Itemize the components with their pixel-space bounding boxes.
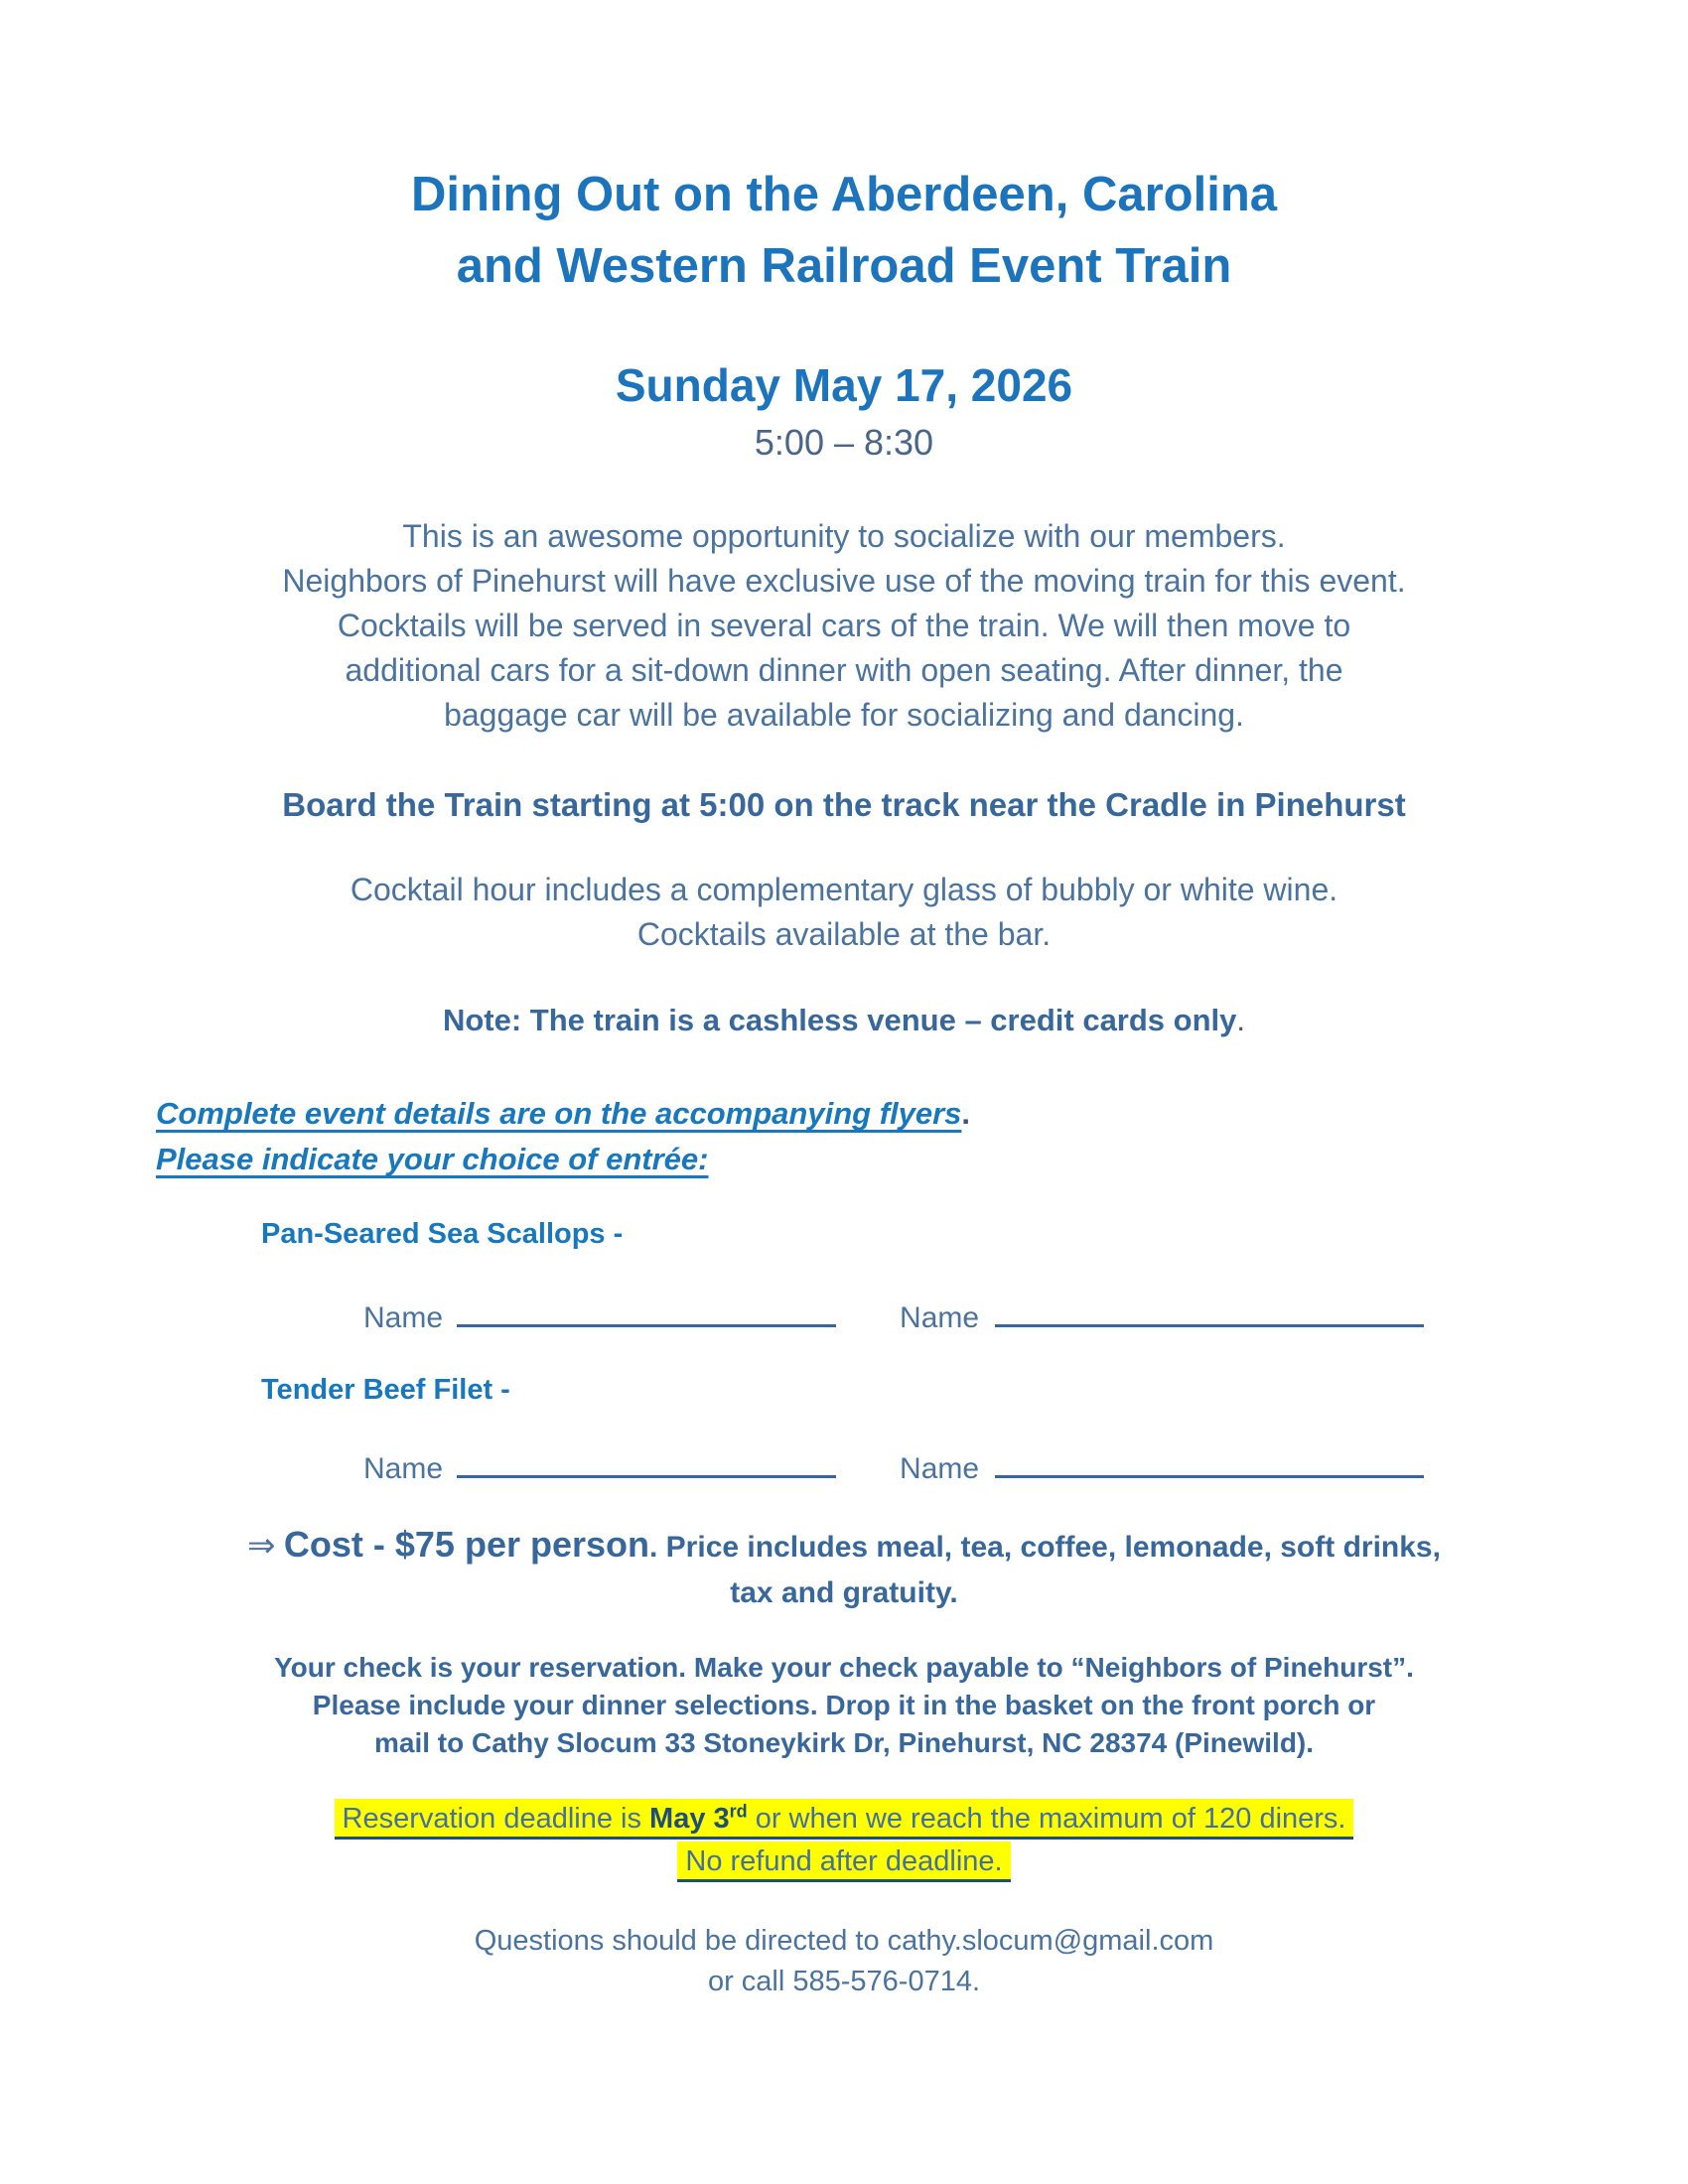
title-line2: and Western Railroad Event Train	[456, 239, 1232, 293]
deadline-highlight-2	[677, 1842, 1010, 1882]
details-line2-text: Please indicate your choice of entrée:	[156, 1142, 709, 1176]
deadline-date: May 3	[649, 1802, 730, 1835]
event-date: Sunday May 17, 2026	[615, 359, 1073, 411]
intro-paragraph	[0, 514, 1688, 738]
no-refund-text: No refund after deadline.	[685, 1844, 1003, 1877]
cost-amount: Cost - $75 per person	[283, 1524, 649, 1565]
entree-option-beef: Tender Beef Filet -	[261, 1374, 510, 1406]
cost-period: .	[649, 1531, 666, 1564]
check-line3: mail to Cathy Slocum 33 Stoneykirk Dr, Pinehurst, NC 28374 (Pinewild).	[373, 1727, 1315, 1758]
cashless-note	[0, 999, 1688, 1042]
cost-info	[0, 1522, 1688, 1616]
intro-line: additional cars for a sit-down dinner with open seating. After dinner, the	[345, 652, 1343, 688]
double-arrow-icon: ⇒	[247, 1527, 276, 1565]
details-line1	[156, 1091, 1688, 1137]
name-label: Name	[363, 1452, 444, 1485]
name-label: Name	[900, 1301, 980, 1334]
deadline-pre: Reservation deadline is	[342, 1802, 650, 1835]
details-instructions	[156, 1091, 1688, 1182]
details-line1-period: .	[961, 1096, 971, 1131]
check-instructions	[0, 1649, 1688, 1762]
deadline-post: or when we reach the maximum of 120 diners.	[747, 1802, 1346, 1835]
cocktail-info	[0, 868, 1688, 957]
intro-line: Cocktails will be served in several cars of the train. We will then move to	[337, 608, 1351, 643]
entree-option-scallops: Pan-Seared Sea Scallops -	[261, 1218, 624, 1250]
contact-email-line: Questions should be directed to cathy.slocum@gmail.com	[474, 1924, 1214, 1957]
beef-name-row	[363, 1445, 1688, 1487]
intro-line: baggage car will be available for socializing and dancing.	[444, 697, 1244, 733]
name-label: Name	[363, 1301, 444, 1334]
event-time: 5:00 – 8:30	[754, 422, 934, 463]
intro-line: This is an awesome opportunity to socialize with our members.	[402, 518, 1286, 554]
contact-phone-line: or call 585-576-0714.	[707, 1965, 981, 1997]
cost-includes: Price includes meal, tea, coffee, lemonade, soft drinks,	[665, 1531, 1441, 1564]
cost-line1	[0, 1522, 1688, 1570]
cocktail-line2: Cocktails available at the bar.	[636, 916, 1052, 952]
reservation-deadline	[0, 1790, 1688, 1883]
beef-name-blank-2	[995, 1445, 1424, 1478]
page-title	[0, 159, 1688, 302]
cashless-note-text: Note: The train is a cashless venue – credit cards only	[442, 1003, 1237, 1037]
scallops-name-blank-1	[457, 1295, 836, 1327]
cocktail-line1: Cocktail hour includes a complementary glass of bubbly or white wine.	[350, 872, 1338, 907]
cashless-note-period: .	[1236, 1003, 1246, 1037]
cost-line2: tax and gratuity.	[730, 1576, 958, 1609]
scallops-name-row	[363, 1295, 1688, 1336]
check-line1: Your check is your reservation. Make your check payable to “Neighbors of Pinehurst”.	[274, 1652, 1414, 1683]
deadline-line1	[0, 1790, 1688, 1841]
title-line1: Dining Out on the Aberdeen, Carolina	[410, 168, 1278, 221]
details-line2	[156, 1137, 1688, 1182]
boarding-info: Board the Train starting at 5:00 on the track near the Cradle in Pinehurst	[282, 786, 1406, 823]
deadline-line2	[0, 1841, 1688, 1883]
deadline-highlight-1	[335, 1799, 1354, 1840]
details-line1-text: Complete event details are on the accompanying flyers	[156, 1096, 962, 1131]
name-label: Name	[900, 1452, 980, 1485]
scallops-name-blank-2	[995, 1295, 1424, 1327]
check-line2: Please include your dinner selections. Drop it in the basket on the front porch or	[312, 1690, 1376, 1720]
contact-info	[0, 1921, 1688, 2002]
intro-line: Neighbors of Pinehurst will have exclusive use of the moving train for this event.	[282, 563, 1406, 599]
deadline-date-suffix: rd	[729, 1801, 748, 1821]
beef-name-blank-1	[457, 1445, 836, 1478]
